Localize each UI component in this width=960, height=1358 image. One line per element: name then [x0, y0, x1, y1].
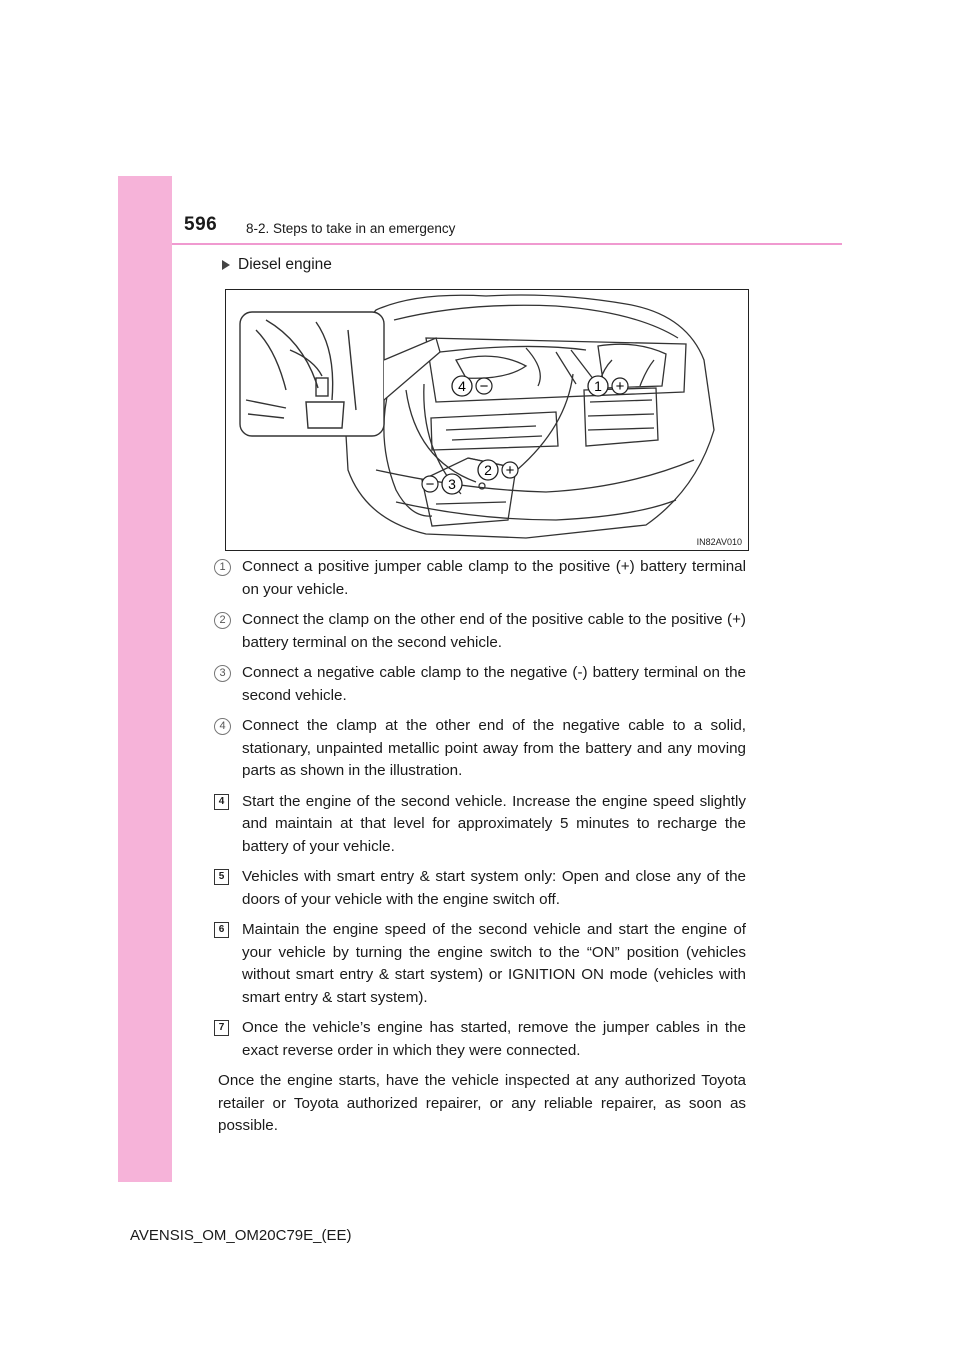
callout-4 — [452, 376, 492, 396]
polarity-sign: − — [479, 378, 489, 395]
sub-heading-text: Diesel engine — [238, 256, 332, 273]
step-marker: 4 — [214, 794, 229, 810]
step-text: Connect the clamp at the other end of the negative cable to a solid, stationary, unpainted metallic point away from the battery and any moving parts as shown in the illustration. — [242, 717, 746, 779]
step-marker: 1 — [214, 559, 231, 576]
section-title: 8-2. Steps to take in an emergency — [246, 221, 456, 236]
step-4 — [214, 715, 746, 783]
step-text: Maintain the engine speed of the second vehicle and start the engine of your vehicle by turning the engine switch to the “ON” position (vehicles without smart entry & start system) or IGNITION ON mode (vehicles with smart entry & start system). — [242, 921, 746, 1006]
triangle-bullet-icon — [222, 260, 230, 270]
main-step-4 — [214, 791, 746, 859]
polarity-sign: − — [425, 476, 435, 493]
step-marker: 3 — [214, 665, 231, 682]
engine-bay-drawing — [226, 290, 748, 550]
step-1 — [214, 556, 746, 601]
step-marker: 6 — [214, 922, 229, 938]
side-color-band — [118, 176, 172, 1182]
step-text: Connect a negative cable clamp to the negative (-) battery terminal on the second vehicle. — [242, 664, 746, 704]
step-marker: 5 — [214, 869, 229, 885]
step-3 — [214, 662, 746, 707]
step-text: Connect the clamp on the other end of the positive cable to the positive (+) battery terminal on the second vehicle. — [242, 611, 746, 651]
step-text: Start the engine of the second vehicle. Increase the engine speed slightly and maintain at that level for approximately 5 minutes to recharge the battery of your vehicle. — [242, 792, 746, 855]
polarity-sign: + — [505, 462, 515, 479]
callout-number: 3 — [448, 476, 456, 492]
page-number: 596 — [184, 214, 218, 235]
callout-3 — [422, 474, 462, 494]
inspection-note: Once the engine starts, have the vehicle inspected at any authorized Toyota retailer or Toyota authorized repairer, or any reliable repairer, as soon as possible. — [218, 1072, 746, 1134]
callout-number: 1 — [594, 378, 602, 394]
step-marker: 7 — [214, 1020, 229, 1036]
main-step-5 — [214, 866, 746, 911]
document-code: AVENSIS_OM_OM20C79E_(EE) — [130, 1227, 352, 1244]
step-marker: 2 — [214, 612, 231, 629]
jump-start-illustration — [225, 289, 749, 551]
procedure-steps — [214, 556, 746, 1138]
figure-code: IN82AV010 — [696, 537, 742, 547]
sub-heading — [222, 256, 332, 274]
step-text: Connect a positive jumper cable clamp to the positive (+) battery terminal on your vehicle. — [242, 558, 746, 598]
step-marker: 4 — [214, 718, 231, 735]
callout-number: 4 — [458, 378, 466, 394]
callout-number: 2 — [484, 462, 492, 478]
main-step-7 — [214, 1017, 746, 1062]
callout-2 — [478, 460, 518, 480]
step-text: Vehicles with smart entry & start system only: Open and close any of the doors of your vehicle with the engine switch off. — [242, 868, 746, 908]
step-2 — [214, 609, 746, 654]
step-text: Once the vehicle’s engine has started, remove the jumper cables in the exact reverse order in which they were connected. — [242, 1019, 746, 1059]
main-step-6 — [214, 919, 746, 1009]
callout-1 — [588, 376, 628, 396]
header-rule — [172, 243, 842, 245]
polarity-sign: + — [615, 378, 625, 395]
